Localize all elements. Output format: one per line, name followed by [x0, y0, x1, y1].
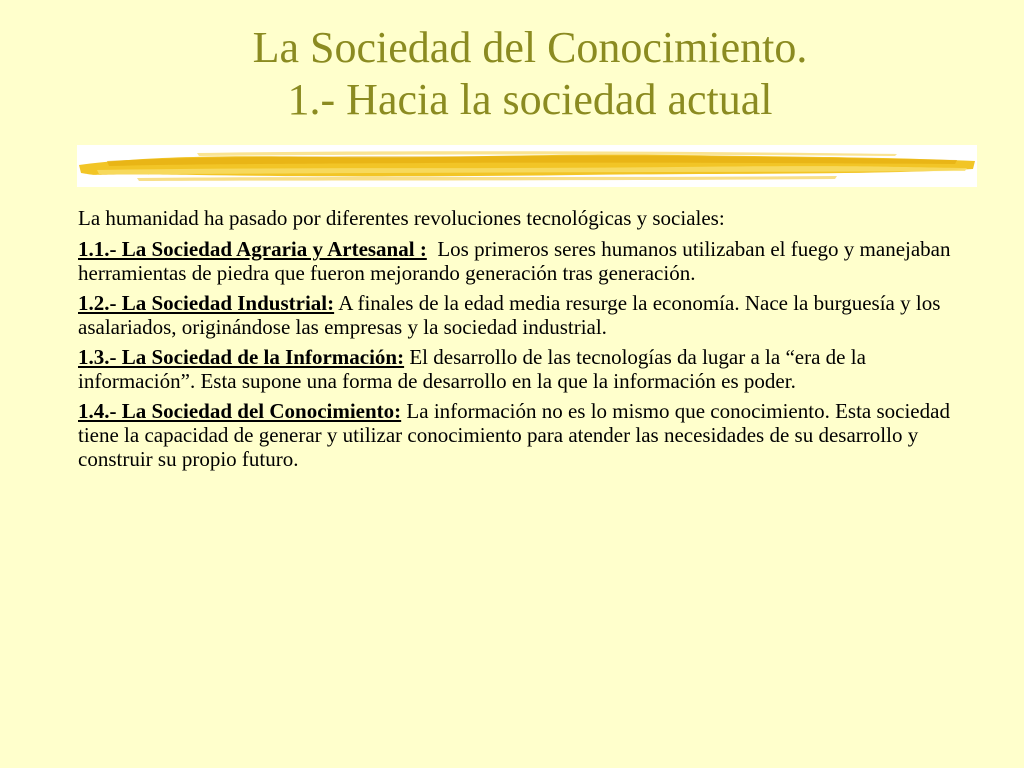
- section-heading: 1.4.- La Sociedad del Conocimiento:: [78, 399, 402, 423]
- section-informacion: [78, 345, 968, 393]
- brush-stroke-graphic: [77, 145, 977, 187]
- intro-paragraph: La humanidad ha pasado por diferentes revoluciones tecnológicas y sociales:: [78, 206, 725, 230]
- section-conocimiento: [78, 399, 968, 471]
- title-line-2: 1.- Hacia la sociedad actual: [287, 75, 773, 124]
- section-text: Los primeros seres humanos utilizaban el fuego y manejaban herramientas de piedra que fueron mejorando generación tras generación.: [78, 237, 951, 285]
- section-agraria: [78, 237, 968, 285]
- section-heading: 1.2.- La Sociedad Industrial:: [78, 291, 335, 315]
- section-text: La información no es lo mismo que conocimiento. Esta sociedad tiene la capacidad de generar y utilizar conocimiento para atender las necesidades de su desarrollo y construir su propio futuro.: [78, 399, 950, 471]
- section-heading: 1.1.- La Sociedad Agraria y Artesanal :: [78, 237, 427, 261]
- brush-stroke-divider: [77, 145, 977, 187]
- section-text: A finales de la edad media resurge la economía. Nace la burguesía y los asalariados, originándose las empresas y la sociedad industrial.: [78, 291, 941, 339]
- slide-body: [78, 206, 968, 477]
- section-industrial: [78, 291, 968, 339]
- section-heading: 1.3.- La Sociedad de la Información:: [78, 345, 405, 369]
- slide-title: [0, 22, 1024, 126]
- section-text: El desarrollo de las tecnologías da lugar a la “era de la información”. Esta supone una forma de desarrollo en la que la información es poder.: [78, 345, 866, 393]
- title-line-1: La Sociedad del Conocimiento.: [252, 23, 808, 72]
